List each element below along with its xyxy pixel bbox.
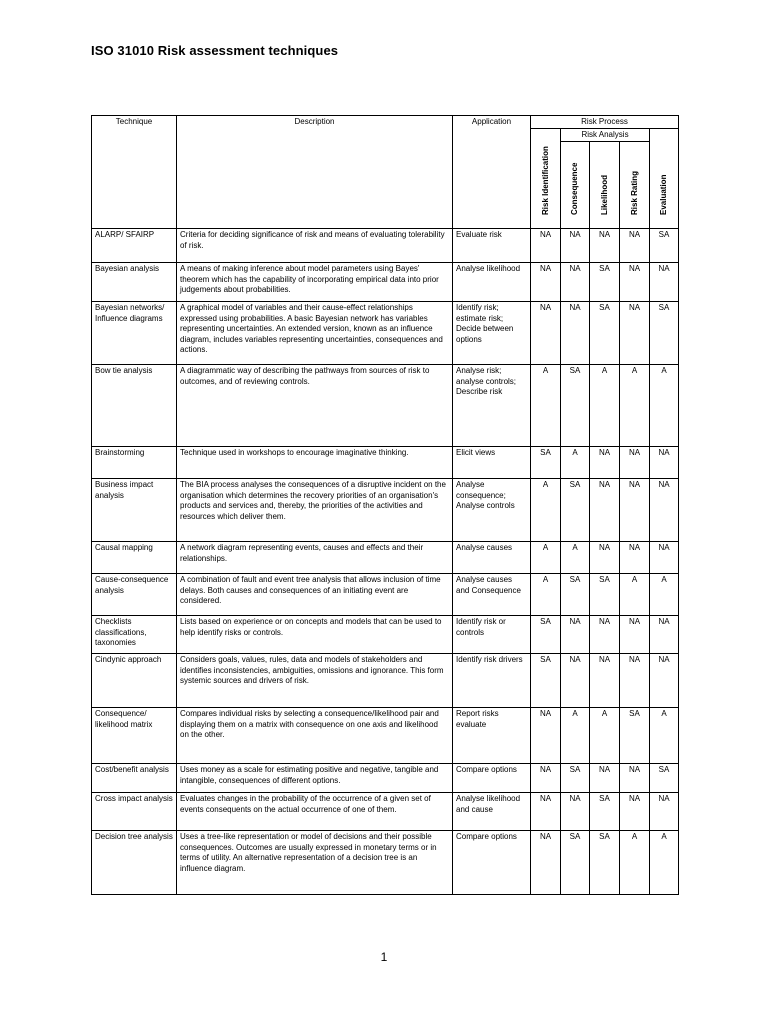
risk-techniques-table (91, 115, 679, 895)
cell-risk-rating: SA (620, 708, 650, 764)
cell-application: Identify risk or controls (453, 616, 531, 654)
cell-risk-identification: NA (531, 263, 561, 302)
cell-risk-identification: SA (531, 616, 561, 654)
header-technique: Technique (92, 116, 177, 229)
header-risk-identification (531, 129, 561, 229)
cell-risk-identification: A (531, 574, 561, 616)
cell-likelihood: NA (590, 654, 620, 708)
header-risk-process: Risk Process (531, 116, 679, 129)
header-consequence (561, 142, 590, 229)
cell-application: Analyse causes (453, 542, 531, 574)
cell-consequence: NA (561, 616, 590, 654)
cell-technique: Business impact analysis (92, 479, 177, 542)
cell-consequence: SA (561, 574, 590, 616)
cell-likelihood: NA (590, 542, 620, 574)
cell-application: Identify risk drivers (453, 654, 531, 708)
table-row (92, 616, 679, 654)
header-evaluation (650, 129, 679, 229)
cell-likelihood: SA (590, 793, 620, 831)
cell-evaluation: SA (650, 229, 679, 263)
cell-evaluation: NA (650, 447, 679, 479)
cell-evaluation: NA (650, 654, 679, 708)
cell-likelihood: NA (590, 479, 620, 542)
cell-risk-rating: A (620, 574, 650, 616)
cell-consequence: SA (561, 365, 590, 447)
table-row (92, 574, 679, 616)
cell-likelihood: NA (590, 764, 620, 793)
cell-evaluation: A (650, 831, 679, 895)
cell-risk-rating: NA (620, 263, 650, 302)
cell-consequence: NA (561, 263, 590, 302)
table-row (92, 302, 679, 365)
cell-consequence: A (561, 708, 590, 764)
cell-application: Identify risk; estimate risk; Decide between options (453, 302, 531, 365)
cell-description: A network diagram representing events, causes and effects and their relationships. (177, 542, 453, 574)
cell-likelihood: SA (590, 302, 620, 365)
cell-consequence: SA (561, 831, 590, 895)
cell-risk-rating: NA (620, 302, 650, 365)
cell-evaluation: A (650, 365, 679, 447)
cell-application: Compare options (453, 831, 531, 895)
header-risk-identification-label: Risk Identification (540, 146, 550, 215)
cell-application: Analyse causes and Consequence (453, 574, 531, 616)
cell-risk-identification: NA (531, 229, 561, 263)
cell-likelihood: A (590, 365, 620, 447)
cell-consequence: NA (561, 229, 590, 263)
header-risk-rating (620, 142, 650, 229)
cell-evaluation: SA (650, 302, 679, 365)
cell-risk-rating: NA (620, 654, 650, 708)
header-risk-analysis: Risk Analysis (561, 129, 650, 142)
table-body (92, 229, 679, 895)
cell-application: Analyse consequence; Analyse controls (453, 479, 531, 542)
cell-risk-rating: NA (620, 447, 650, 479)
table-row (92, 793, 679, 831)
cell-risk-identification: NA (531, 793, 561, 831)
header-description: Description (177, 116, 453, 229)
cell-likelihood: SA (590, 831, 620, 895)
cell-risk-identification: SA (531, 447, 561, 479)
header-consequence-label: Consequence (570, 162, 579, 215)
cell-risk-identification: NA (531, 302, 561, 365)
cell-description: Technique used in workshops to encourage imaginative thinking. (177, 447, 453, 479)
cell-risk-identification: A (531, 365, 561, 447)
table-row (92, 831, 679, 895)
cell-description: Evaluates changes in the probability of the occurrence of a given set of events consequents on the actual occurrence of one of them. (177, 793, 453, 831)
cell-likelihood: SA (590, 263, 620, 302)
cell-likelihood: A (590, 708, 620, 764)
table-row (92, 764, 679, 793)
cell-application: Analyse risk; analyse controls; Describe risk (453, 365, 531, 447)
table-header (92, 116, 679, 229)
cell-technique: Brainstorming (92, 447, 177, 479)
cell-risk-identification: A (531, 479, 561, 542)
cell-application: Analyse likelihood and cause (453, 793, 531, 831)
cell-risk-identification: NA (531, 764, 561, 793)
cell-description: Compares individual risks by selecting a consequence/likelihood pair and displaying them on a matrix with consequence on one axis and likelihood on the other. (177, 708, 453, 764)
cell-evaluation: SA (650, 764, 679, 793)
document-title: ISO 31010 Risk assessment techniques (91, 43, 339, 58)
cell-evaluation: NA (650, 542, 679, 574)
cell-risk-rating: A (620, 365, 650, 447)
cell-description: Lists based on experience or on concepts and models that can be used to help identify risks or controls. (177, 616, 453, 654)
cell-evaluation: NA (650, 263, 679, 302)
cell-description: The BIA process analyses the consequences of a disruptive incident on the organisation which determines the recovery priorities of an organisation's products and services and, thereby, the priorities of the activities and resources which deliver them. (177, 479, 453, 542)
cell-description: Uses money as a scale for estimating positive and negative, tangible and intangible, consequences of different options. (177, 764, 453, 793)
cell-technique: Decision tree analysis (92, 831, 177, 895)
cell-risk-rating: NA (620, 479, 650, 542)
cell-application: Report risks evaluate (453, 708, 531, 764)
cell-technique: Cindynic approach (92, 654, 177, 708)
cell-risk-rating: NA (620, 764, 650, 793)
cell-consequence: SA (561, 479, 590, 542)
cell-description: Considers goals, values, rules, data and models of stakeholders and identifies inconsistencies, ambiguities, omissions and ignorance. This form systemic sources and drivers of risk. (177, 654, 453, 708)
cell-risk-identification: NA (531, 831, 561, 895)
cell-consequence: NA (561, 654, 590, 708)
cell-risk-rating: NA (620, 229, 650, 263)
header-likelihood-label: Likelihood (599, 175, 609, 215)
cell-evaluation: A (650, 708, 679, 764)
cell-risk-rating: A (620, 831, 650, 895)
cell-technique: Cost/benefit analysis (92, 764, 177, 793)
cell-description: A means of making inference about model parameters using Bayes' theorem which has the capability of incorporating empirical data into prior judgements about probabilities. (177, 263, 453, 302)
cell-risk-identification: NA (531, 708, 561, 764)
cell-evaluation: A (650, 574, 679, 616)
cell-technique: ALARP/ SFAIRP (92, 229, 177, 263)
cell-description: Uses a tree-like representation or model of decisions and their possible consequences. Outcomes are usually expressed in monetary terms or in terms of utility. An alternative representation of a decision tree is an influence diagram. (177, 831, 453, 895)
cell-technique: Bayesian analysis (92, 263, 177, 302)
cell-consequence: SA (561, 764, 590, 793)
cell-technique: Bow tie analysis (92, 365, 177, 447)
table-row (92, 479, 679, 542)
cell-technique: Cross impact analysis (92, 793, 177, 831)
cell-risk-rating: NA (620, 542, 650, 574)
header-evaluation-label: Evaluation (659, 174, 668, 215)
cell-technique: Checklists classifications, taxonomies (92, 616, 177, 654)
cell-evaluation: NA (650, 479, 679, 542)
cell-likelihood: NA (590, 616, 620, 654)
header-likelihood (590, 142, 620, 229)
cell-risk-identification: SA (531, 654, 561, 708)
cell-risk-identification: A (531, 542, 561, 574)
header-risk-rating-label: Risk Rating (629, 170, 639, 215)
cell-description: A diagrammatic way of describing the pathways from sources of risk to outcomes, and of reviewing controls. (177, 365, 453, 447)
cell-application: Compare options (453, 764, 531, 793)
table-row (92, 229, 679, 263)
cell-technique: Causal mapping (92, 542, 177, 574)
table-row (92, 542, 679, 574)
cell-description: A combination of fault and event tree analysis that allows inclusion of time delays. Both causes and consequences of an initiating event are considered. (177, 574, 453, 616)
page-number: 1 (380, 950, 388, 964)
cell-risk-rating: NA (620, 616, 650, 654)
cell-evaluation: NA (650, 793, 679, 831)
cell-likelihood: SA (590, 574, 620, 616)
cell-technique: Consequence/ likelihood matrix (92, 708, 177, 764)
table-row (92, 447, 679, 479)
table-row (92, 708, 679, 764)
cell-application: Analyse likelihood (453, 263, 531, 302)
cell-likelihood: NA (590, 229, 620, 263)
cell-likelihood: NA (590, 447, 620, 479)
cell-consequence: A (561, 447, 590, 479)
cell-risk-rating: NA (620, 793, 650, 831)
cell-application: Evaluate risk (453, 229, 531, 263)
cell-technique: Cause-consequence analysis (92, 574, 177, 616)
cell-description: Criteria for deciding significance of risk and means of evaluating tolerability of risk. (177, 229, 453, 263)
cell-consequence: NA (561, 793, 590, 831)
cell-evaluation: NA (650, 616, 679, 654)
cell-technique: Bayesian networks/ Influence diagrams (92, 302, 177, 365)
table-row (92, 263, 679, 302)
cell-consequence: NA (561, 302, 590, 365)
cell-description: A graphical model of variables and their cause-effect relationships expressed using probabilities. A basic Bayesian network has variables representing uncertainties. An extended version, known as an influence diagram, includes variables representing uncertainties, consequences and actions. (177, 302, 453, 365)
table-row (92, 365, 679, 447)
table-row (92, 654, 679, 708)
header-application: Application (453, 116, 531, 229)
cell-application: Elicit views (453, 447, 531, 479)
cell-consequence: A (561, 542, 590, 574)
